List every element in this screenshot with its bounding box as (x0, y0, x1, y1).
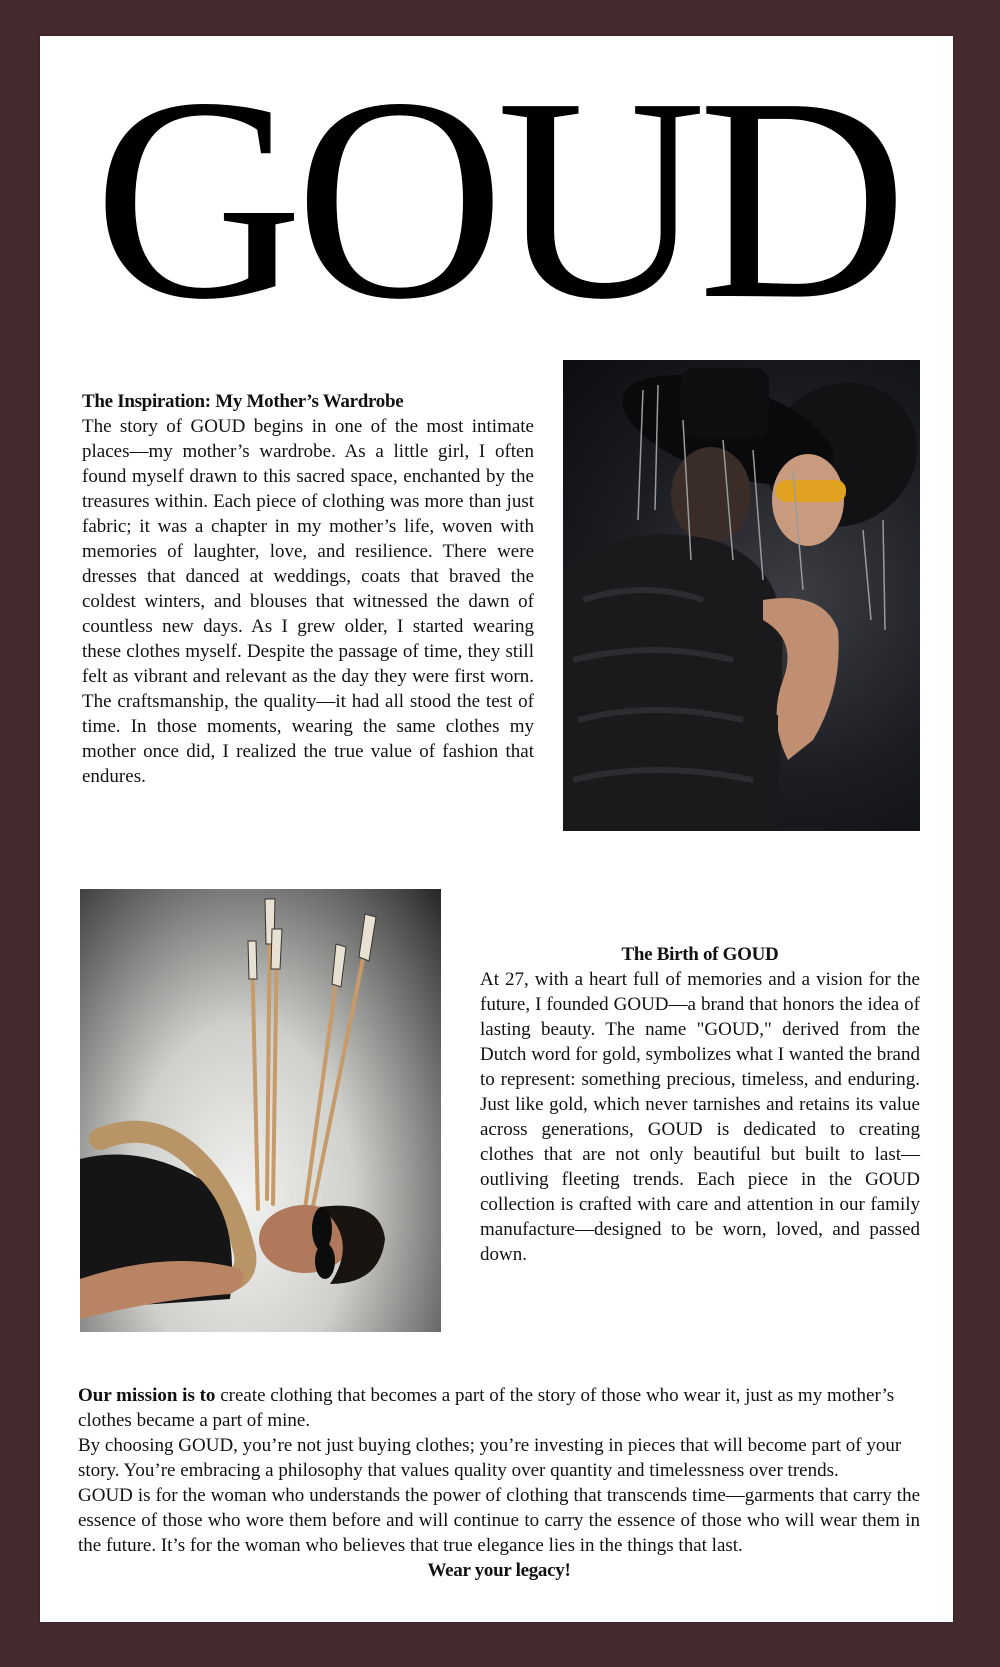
mission-paragraph-3: GOUD is for the woman who understands the power of clothing that transcends time—garments that carry the essence of those who wore them before and will continue to carry the essence of those who will wear them in the future. It’s for the woman who believes that true elegance lies in the things that last. (78, 1485, 920, 1556)
page (40, 36, 953, 1622)
mission-paragraph-2: By choosing GOUD, you’re not just buying clothes; you’re investing in pieces that will become part of your story. You’re embracing a philosophy that values quality over quantity and timelessness over trends. (78, 1435, 902, 1481)
photo-arrows-woman (80, 889, 441, 1332)
photo-couple-hats-illustration (563, 360, 920, 831)
mission-lead: Our mission is to (78, 1385, 216, 1406)
inspiration-section (82, 389, 534, 789)
inspiration-body: The story of GOUD begins in one of the most intimate places—my mother’s wardrobe. As a little girl, I often found myself drawn to this sacred space, enchanted by the treasures within. Each piece of clothing was more than just fabric; it was a chapter in my mother’s life, woven with memories of laughter, love, and resilience. There were dresses that danced at weddings, coats that braved the coldest winters, and blouses that witnessed the dawn of countless new days. As I grew older, I started wearing these clothes myself. Despite the passage of time, they still felt as vibrant and relevant as the day they were first worn. The craftsmanship, the quality—it had all stood the test of time. In those moments, wearing the same clothes my mother once did, I realized the true value of fashion that endures. (82, 416, 534, 787)
mission-paragraph-1 (78, 1383, 920, 1433)
inspiration-heading: The Inspiration: My Mother’s Wardrobe (82, 391, 404, 412)
brand-title: GOUD (93, 38, 900, 359)
closing-tagline: Wear your legacy! (427, 1560, 571, 1581)
photo-couple-hats (563, 360, 920, 831)
photo-arrows-woman-illustration (80, 889, 441, 1332)
birth-body: At 27, with a heart full of memories and a vision for the future, I founded GOUD—a brand that honors the idea of lasting beauty. The name "GOUD," derived from the Dutch word for gold, symbolizes what I wanted the brand to represent: something precious, timeless, and enduring. Just like gold, which never tarnishes and retains its value across generations, GOUD is dedicated to creating clothes that are not only beautiful but built to last—outliving fleeting trends. Each piece in the GOUD collection is crafted with care and attention in our family manufacture—designed to be worn, loved, and passed down. (480, 969, 920, 1265)
mission-section (78, 1383, 920, 1583)
birth-section (480, 942, 920, 1267)
mission-p1-text: create clothing that becomes a part of the story of those who wear it, just as my mother’s clothes became a part of mine. (78, 1385, 895, 1431)
birth-heading: The Birth of GOUD (621, 944, 779, 965)
